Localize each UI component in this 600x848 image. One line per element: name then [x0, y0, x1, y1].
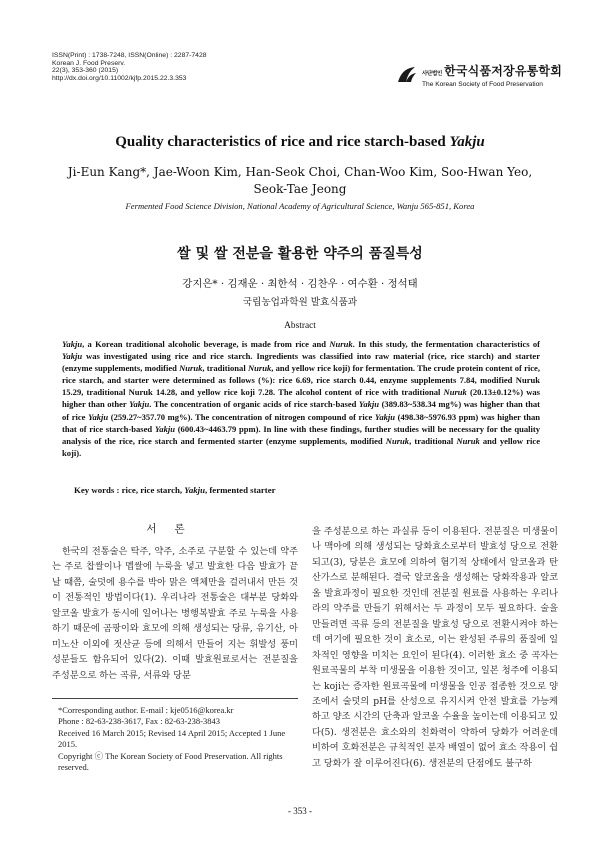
society-logo [396, 62, 562, 88]
page-number: - 353 - [288, 806, 312, 816]
author-affiliation: Fermented Food Science Division, National Academy of Agricultural Science, Wanju 565-851, Korea [125, 201, 475, 211]
society-emblem-icon [396, 65, 418, 85]
korean-affiliation: 국립농업과학원 발효식품과 [242, 297, 358, 308]
society-name-en: The Korean Society of Food Preservation [422, 81, 543, 88]
contact-phone-fax: Phone : 82-63-238-3617, Fax : 82-63-238-3843 [58, 716, 220, 727]
section-heading-introduction: 서론 [146, 523, 203, 535]
society-name-ko: 한국식품저장유통학회 [444, 64, 562, 78]
society-prefix: 사단법인 [422, 71, 443, 77]
intro-column-right [312, 524, 558, 771]
volume-pages: 22(3), 353-360 (2015) [52, 67, 119, 75]
footnote [58, 705, 298, 773]
abstract-body: Yakju, a Korean traditional alcoholic beverage, is made from rice and Nuruk. In this study, the fermentation characteristics of Yakju was investigated using rice and rice starch. Ingredients was classified into raw material (rice, rice starch) and starter (enzyme supplements, modified Nuruk, traditional Nuruk, and yellow rice koji) for fermentation. The crude protein content of rice, rice starch, and starter were determined as follows (%): rice 6.69, rice starch 0.44, enzyme supplements 7.84, modified Nuruk 15.29, traditional Nuruk 14.28, and yellow rice koji 7.28. The alcohol content of rice with traditional Nuruk (20.13±0.12%) was higher than other Yakju. The concentration of organic acids of rice starch-based Yakju (389.83~538.34 mg%) was higher than that of rice Yakju (259.27~357.70 mg%). The concentration of nitrogen compound of rice Yakju (498.38~5976.93 ppm) was higher than that of rice starch-based Yakju (600.43~4463.79 ppm). In line with these findings, further studies will be necessary for the quality analysis of the rice, rice starch and fermented starter (enzyme supplements, modified Nuruk, traditional Nuruk and yellow rice koji). [62, 339, 541, 458]
intro-paragraph-continued: 을 주성분으로 하는 과실류 등이 이용된다. 전분질은 미생물이나 맥아에 의해 생성되는 당화효소로부터 발효성 당으로 전환되고(3), 당분은 효모에 의하여 혐기적 상태에서 알코올과 탄산가스로 분해된다. 결국 알코올을 생성해는 당화작용과 알코올 발효과정이 필요한 것인데 전분질 원료를 사용하는 우리나라의 약주를 만들기 위해서는 두 과정이 모두 필요하다. 술을 만들려면 곡류 등의 전분질을 발효성 당으로 전환시켜야 하는데 여기에 필요한 것이 효소로, 이는 완성된 주류의 품질에 일차적인 영향을 미치는 요인이 된다(4). 이러한 효소 중 곡자는 원료곡물의 부착 미생물을 이용한 것이고, 일본 청주에 이용되는 koji는 증자한 원료곡물에 미생물을 인공 접종한 것으로 양조에서 술덧의 pH를 산성으로 유지시켜 안전 발효를 가능케 하고 양조 시간의 단축과 알코올 수율을 높이는데 이용되고 있다(5). 생전분은 효소와의 친화력이 약하여 당화가 어려운데 비하여 호화전분은 규칙적인 분자 배열이 없어 효소 작용이 쉽고 당화가 잘 이루어진다(6). 생전분의 단점에도 불구하 [312, 526, 558, 769]
copyright-notice: Copyright ⓒ The Korean Society of Food Preservation. All rights reserved. [58, 750, 283, 773]
footnote-divider [52, 698, 298, 699]
korean-authors: 강지은* · 김재운 · 최한석 · 김찬우 · 여수환 · 정석태 [182, 278, 418, 290]
keywords: Key words : rice, rice starch, Yakju, fermented starter [74, 485, 276, 495]
intro-paragraph: 한국의 전통술은 탁주, 약주, 소주로 구분할 수 있는데 약주는 주로 찹쌀이나 멥쌀에 누룩을 넣고 발효한 다음 발효가 끝날 때쯤, 술덧에 용수를 박아 맑은 액체만을 걸러내서 만든 것이 전통적인 방법이다(1). 우리나라 전통술은 대부분 당화와 알코올 발효가 동시에 일어나는 병행복발효 주로 누룩을 사용하기 때문에 곰팡이와 효모에 의해 생성되는 당류, 유기산, 아미노산 이외에 젓산균 등에 의해서 만들어 지는 휘발성 풍미 성분들도 함유되어 있다(2). 이때 발효원료로서는 전분질을 주성분으로 하는 곡류, 서류와 당분 [52, 546, 298, 681]
doi-link[interactable]: http://dx.doi.org/10.11002/kjfp.2015.22.3.353 [52, 74, 187, 82]
paper-title: Quality characteristics of rice and rice starch-based Yakju [115, 134, 485, 150]
issn-line: ISSN(Print) : 1738-7248, ISSN(Online) : 2287-7428 [52, 52, 207, 59]
author-line-1: Ji-Eun Kang*, Jae-Woon Kim, Han-Seok Choi, Chan-Woo Kim, Soo-Hwan Yeo, [67, 165, 533, 179]
author-list [60, 164, 540, 198]
intro-column-left [52, 544, 298, 683]
received-dates: Received 16 March 2015; Revised 14 April 2015; Accepted 1 June 2015. [58, 727, 286, 750]
journal-name: Korean J. Food Preserv. [52, 59, 126, 67]
korean-title: 쌀 및 쌀 전분을 활용한 약주의 품질특성 [177, 246, 423, 262]
author-line-2: Seok-Tae Jeong [253, 182, 347, 196]
journal-header [52, 52, 207, 82]
corresponding-author: *Corresponding author. E-mail : kje0516@korea.kr [58, 705, 234, 715]
keywords-label: Key words : [74, 485, 122, 495]
abstract-heading: Abstract [284, 321, 316, 331]
